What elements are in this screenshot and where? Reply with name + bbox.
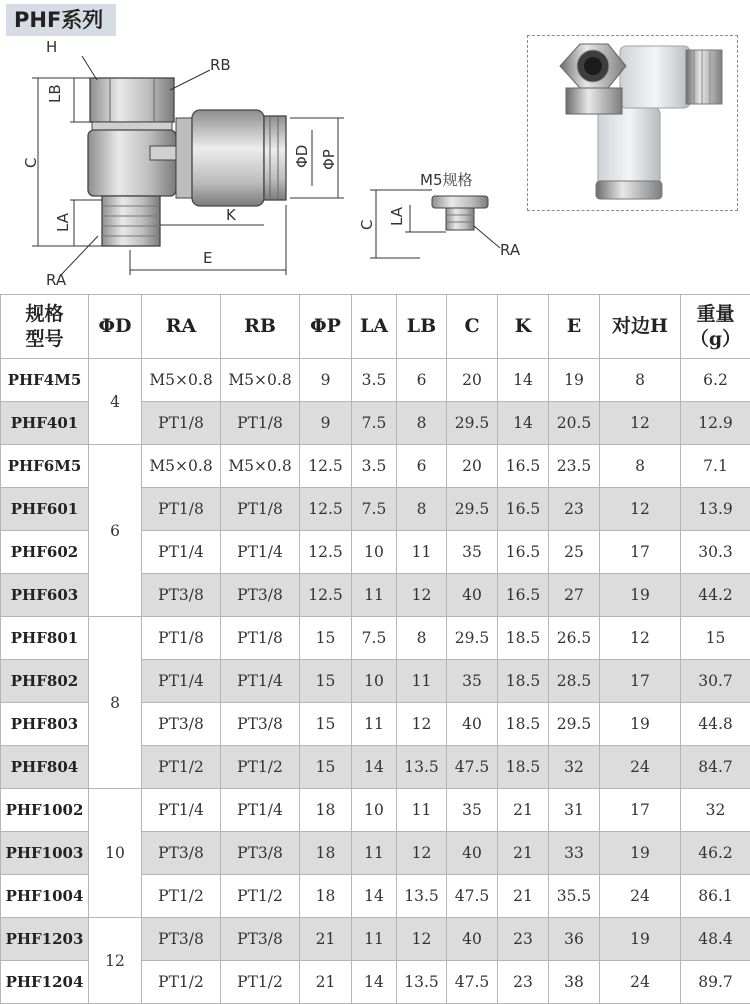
cell-la: 3.5 <box>352 359 397 402</box>
cell-lb: 8 <box>397 488 447 531</box>
cell-phi-d: 6 <box>89 445 142 617</box>
m5-title: M5规格 <box>420 171 473 189</box>
m5-label-ra: RA <box>500 241 520 259</box>
cell-weight: 30.3 <box>681 531 750 574</box>
label-la: LA <box>54 212 72 232</box>
header-h: 对边H <box>600 295 681 359</box>
cell-c: 29.5 <box>447 488 498 531</box>
cell-phi-p: 21 <box>300 961 352 1004</box>
cell-weight: 15 <box>681 617 750 660</box>
header-model: 规格 型号 <box>1 295 89 359</box>
cell-ra: PT1/2 <box>142 746 221 789</box>
cell-weight: 84.7 <box>681 746 750 789</box>
cell-rb: PT1/8 <box>221 488 300 531</box>
cell-lb: 12 <box>397 574 447 617</box>
cell-lb: 8 <box>397 402 447 445</box>
cell-phi-p: 18 <box>300 875 352 918</box>
cell-ra: PT1/4 <box>142 660 221 703</box>
cell-phi-p: 12.5 <box>300 445 352 488</box>
cell-phi-d: 4 <box>89 359 142 445</box>
header-lb: LB <box>397 295 447 359</box>
cell-model: PHF4M5 <box>1 359 89 402</box>
cell-phi-p: 15 <box>300 660 352 703</box>
cell-phi-p: 15 <box>300 746 352 789</box>
cell-h: 8 <box>600 445 681 488</box>
spec-table <box>0 294 750 1004</box>
header-k: K <box>498 295 549 359</box>
cell-e: 29.5 <box>549 703 600 746</box>
cell-model: PHF1204 <box>1 961 89 1004</box>
cell-ra: PT1/8 <box>142 402 221 445</box>
cell-e: 35.5 <box>549 875 600 918</box>
table-row <box>1 789 750 832</box>
m5-label-la: LA <box>388 206 406 226</box>
cell-rb: PT1/4 <box>221 531 300 574</box>
cell-phi-p: 18 <box>300 789 352 832</box>
dimension-drawing <box>0 0 520 295</box>
cell-rb: PT3/8 <box>221 574 300 617</box>
cell-k: 14 <box>498 359 549 402</box>
cell-la: 7.5 <box>352 617 397 660</box>
cell-e: 20.5 <box>549 402 600 445</box>
cell-ra: PT1/4 <box>142 789 221 832</box>
cell-h: 8 <box>600 359 681 402</box>
cell-weight: 7.1 <box>681 445 750 488</box>
cell-k: 23 <box>498 961 549 1004</box>
header-ra: RA <box>142 295 221 359</box>
label-rb: RB <box>210 56 231 74</box>
cell-model: PHF401 <box>1 402 89 445</box>
cell-rb: M5×0.8 <box>221 445 300 488</box>
cell-e: 36 <box>549 918 600 961</box>
cell-rb: PT1/2 <box>221 746 300 789</box>
cell-rb: PT3/8 <box>221 832 300 875</box>
cell-la: 14 <box>352 875 397 918</box>
cell-lb: 12 <box>397 703 447 746</box>
cell-k: 18.5 <box>498 617 549 660</box>
fitting-top-nut <box>90 78 174 130</box>
cell-e: 33 <box>549 832 600 875</box>
cell-h: 12 <box>600 617 681 660</box>
label-e: E <box>203 249 212 267</box>
cell-e: 23.5 <box>549 445 600 488</box>
cell-k: 16.5 <box>498 531 549 574</box>
cell-e: 38 <box>549 961 600 1004</box>
cell-k: 18.5 <box>498 746 549 789</box>
cell-e: 23 <box>549 488 600 531</box>
cell-model: PHF801 <box>1 617 89 660</box>
cell-k: 16.5 <box>498 574 549 617</box>
table-row <box>1 359 750 402</box>
cell-rb: PT1/8 <box>221 617 300 660</box>
cell-ra: M5×0.8 <box>142 359 221 402</box>
cell-model: PHF803 <box>1 703 89 746</box>
cell-c: 40 <box>447 918 498 961</box>
cell-rb: M5×0.8 <box>221 359 300 402</box>
cell-model: PHF603 <box>1 574 89 617</box>
cell-c: 20 <box>447 445 498 488</box>
cell-ra: PT3/8 <box>142 918 221 961</box>
cell-h: 12 <box>600 488 681 531</box>
cell-h: 19 <box>600 703 681 746</box>
cell-c: 47.5 <box>447 875 498 918</box>
cell-h: 17 <box>600 789 681 832</box>
cell-ra: PT3/8 <box>142 703 221 746</box>
cell-c: 47.5 <box>447 961 498 1004</box>
cell-weight: 30.7 <box>681 660 750 703</box>
cell-lb: 13.5 <box>397 746 447 789</box>
header-e: E <box>549 295 600 359</box>
cell-weight: 32 <box>681 789 750 832</box>
cell-ra: PT1/8 <box>142 617 221 660</box>
cell-phi-p: 21 <box>300 918 352 961</box>
cell-la: 11 <box>352 918 397 961</box>
product-photo <box>527 35 738 211</box>
cell-ra: PT3/8 <box>142 574 221 617</box>
cell-la: 14 <box>352 746 397 789</box>
table-row <box>1 445 750 488</box>
cell-k: 16.5 <box>498 445 549 488</box>
cell-phi-p: 9 <box>300 359 352 402</box>
cell-la: 14 <box>352 961 397 1004</box>
header-rb: RB <box>221 295 300 359</box>
cell-h: 12 <box>600 402 681 445</box>
m5-label-c: C <box>358 220 376 230</box>
cell-rb: PT1/4 <box>221 789 300 832</box>
cell-lb: 12 <box>397 918 447 961</box>
cell-h: 19 <box>600 832 681 875</box>
cell-model: PHF6M5 <box>1 445 89 488</box>
cell-e: 32 <box>549 746 600 789</box>
cell-lb: 11 <box>397 531 447 574</box>
cell-weight: 44.2 <box>681 574 750 617</box>
header-c: C <box>447 295 498 359</box>
cell-rb: PT3/8 <box>221 918 300 961</box>
cell-weight: 46.2 <box>681 832 750 875</box>
cell-c: 40 <box>447 832 498 875</box>
cell-ra: PT3/8 <box>142 832 221 875</box>
label-h: H <box>46 38 57 56</box>
cell-k: 21 <box>498 832 549 875</box>
cell-ra: PT1/2 <box>142 961 221 1004</box>
cell-weight: 86.1 <box>681 875 750 918</box>
header-phi-d: ΦD <box>89 295 142 359</box>
cell-weight: 13.9 <box>681 488 750 531</box>
cell-lb: 12 <box>397 832 447 875</box>
cell-phi-p: 12.5 <box>300 531 352 574</box>
cell-phi-d: 8 <box>89 617 142 789</box>
cell-la: 11 <box>352 574 397 617</box>
cell-phi-p: 15 <box>300 617 352 660</box>
header-weight: 重量 （g） <box>681 295 750 359</box>
cell-weight: 6.2 <box>681 359 750 402</box>
cell-lb: 6 <box>397 359 447 402</box>
fitting-thread <box>102 196 160 246</box>
cell-c: 35 <box>447 789 498 832</box>
cell-lb: 13.5 <box>397 875 447 918</box>
cell-phi-p: 9 <box>300 402 352 445</box>
table-row <box>1 617 750 660</box>
header-area <box>0 0 750 295</box>
cell-phi-d: 10 <box>89 789 142 918</box>
cell-weight: 12.9 <box>681 402 750 445</box>
fitting-side-tube <box>176 110 286 206</box>
cell-h: 19 <box>600 574 681 617</box>
cell-k: 23 <box>498 918 549 961</box>
cell-la: 10 <box>352 660 397 703</box>
cell-model: PHF804 <box>1 746 89 789</box>
cell-model: PHF1003 <box>1 832 89 875</box>
cell-c: 29.5 <box>447 617 498 660</box>
cell-lb: 6 <box>397 445 447 488</box>
label-c: C <box>22 158 40 168</box>
cell-ra: M5×0.8 <box>142 445 221 488</box>
label-phi-d: ΦD <box>293 145 311 168</box>
cell-k: 21 <box>498 875 549 918</box>
cell-phi-p: 18 <box>300 832 352 875</box>
cell-la: 10 <box>352 531 397 574</box>
cell-e: 26.5 <box>549 617 600 660</box>
cell-k: 14 <box>498 402 549 445</box>
cell-model: PHF1002 <box>1 789 89 832</box>
cell-rb: PT1/2 <box>221 875 300 918</box>
cell-k: 18.5 <box>498 703 549 746</box>
cell-h: 19 <box>600 918 681 961</box>
m5-fitting <box>432 196 488 230</box>
cell-weight: 89.7 <box>681 961 750 1004</box>
cell-k: 18.5 <box>498 660 549 703</box>
cell-ra: PT1/4 <box>142 531 221 574</box>
cell-e: 25 <box>549 531 600 574</box>
cell-la: 11 <box>352 703 397 746</box>
cell-e: 19 <box>549 359 600 402</box>
cell-la: 3.5 <box>352 445 397 488</box>
cell-e: 31 <box>549 789 600 832</box>
cell-lb: 11 <box>397 660 447 703</box>
label-phi-p: ΦP <box>320 149 338 170</box>
cell-rb: PT1/2 <box>221 961 300 1004</box>
cell-la: 7.5 <box>352 488 397 531</box>
label-k: K <box>226 206 237 224</box>
label-ra: RA <box>46 271 67 289</box>
cell-model: PHF602 <box>1 531 89 574</box>
cell-c: 35 <box>447 531 498 574</box>
cell-h: 17 <box>600 531 681 574</box>
cell-la: 10 <box>352 789 397 832</box>
cell-c: 47.5 <box>447 746 498 789</box>
cell-lb: 13.5 <box>397 961 447 1004</box>
cell-e: 27 <box>549 574 600 617</box>
label-lb: LB <box>46 84 64 103</box>
cell-model: PHF802 <box>1 660 89 703</box>
cell-ra: PT1/8 <box>142 488 221 531</box>
cell-h: 17 <box>600 660 681 703</box>
cell-phi-p: 12.5 <box>300 574 352 617</box>
table-row <box>1 918 750 961</box>
cell-rb: PT3/8 <box>221 703 300 746</box>
cell-la: 11 <box>352 832 397 875</box>
cell-lb: 11 <box>397 789 447 832</box>
header-phi-p: ΦP <box>300 295 352 359</box>
cell-la: 7.5 <box>352 402 397 445</box>
cell-ra: PT1/2 <box>142 875 221 918</box>
cell-weight: 44.8 <box>681 703 750 746</box>
cell-c: 20 <box>447 359 498 402</box>
cell-rb: PT1/4 <box>221 660 300 703</box>
table-header-row <box>1 295 750 359</box>
cell-model: PHF1004 <box>1 875 89 918</box>
cell-e: 28.5 <box>549 660 600 703</box>
series-title: PHF系列 <box>6 4 116 36</box>
cell-c: 35 <box>447 660 498 703</box>
cell-weight: 48.4 <box>681 918 750 961</box>
cell-model: PHF1203 <box>1 918 89 961</box>
cell-h: 24 <box>600 875 681 918</box>
cell-c: 40 <box>447 703 498 746</box>
cell-lb: 8 <box>397 617 447 660</box>
cell-rb: PT1/8 <box>221 402 300 445</box>
header-la: LA <box>352 295 397 359</box>
cell-c: 40 <box>447 574 498 617</box>
cell-phi-p: 12.5 <box>300 488 352 531</box>
cell-k: 16.5 <box>498 488 549 531</box>
cell-h: 24 <box>600 961 681 1004</box>
cell-h: 24 <box>600 746 681 789</box>
cell-phi-p: 15 <box>300 703 352 746</box>
cell-c: 29.5 <box>447 402 498 445</box>
cell-model: PHF601 <box>1 488 89 531</box>
cell-k: 21 <box>498 789 549 832</box>
cell-phi-d: 12 <box>89 918 142 1004</box>
